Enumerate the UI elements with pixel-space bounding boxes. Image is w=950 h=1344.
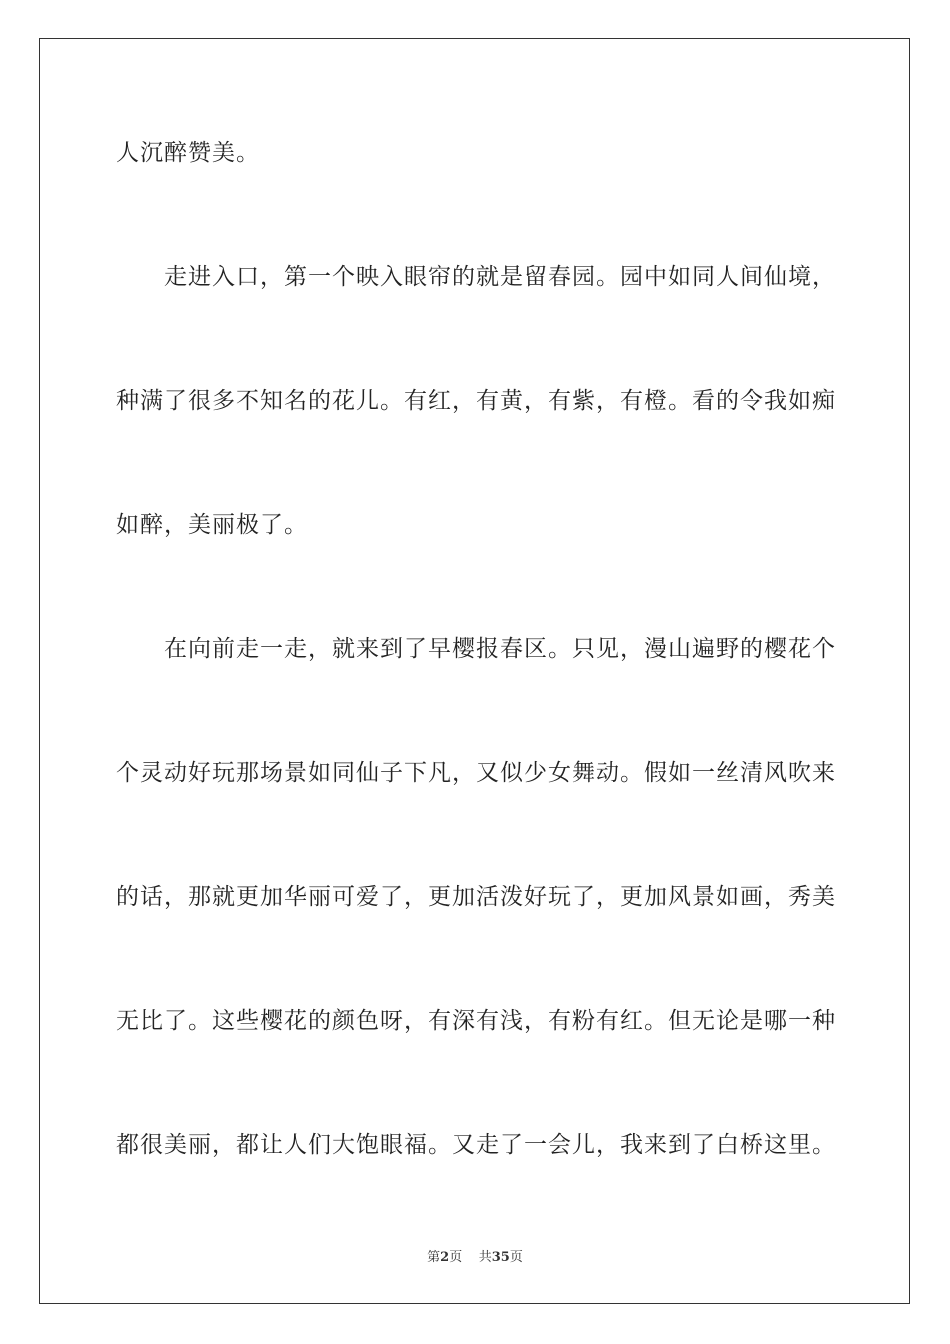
page-footer — [0, 1246, 950, 1265]
page-number: 2 — [440, 1250, 450, 1265]
total-prefix: 共 — [478, 1250, 492, 1265]
text-line: 在向前走一走，就来到了早樱报春区。只见，漫山遍野的樱花个 — [116, 636, 836, 662]
text-line: 都很美丽，都让人们大饱眼福。又走了一会儿，我来到了白桥这里。 — [116, 1132, 836, 1158]
total-unit: 页 — [509, 1250, 523, 1265]
text-line: 的话，那就更加华丽可爱了，更加活泼好玩了，更加风景如画，秀美 — [116, 884, 836, 910]
text-line: 无比了。这些樱花的颜色呀，有深有浅，有粉有红。但无论是哪一种 — [116, 1008, 836, 1034]
text-line: 如醉，美丽极了。 — [116, 512, 308, 538]
page-unit: 页 — [449, 1250, 463, 1265]
text-line: 个灵动好玩那场景如同仙子下凡，又似少女舞动。假如一丝清风吹来 — [116, 760, 836, 786]
text-line: 走进入口，第一个映入眼帘的就是留春园。园中如同人间仙境， — [116, 264, 836, 290]
text-line: 人沉醉赞美。 — [116, 140, 260, 166]
page-prefix: 第 — [427, 1250, 441, 1265]
page-total: 35 — [491, 1250, 510, 1265]
text-line: 种满了很多不知名的花儿。有红，有黄，有紫，有橙。看的令我如痴 — [116, 388, 836, 414]
